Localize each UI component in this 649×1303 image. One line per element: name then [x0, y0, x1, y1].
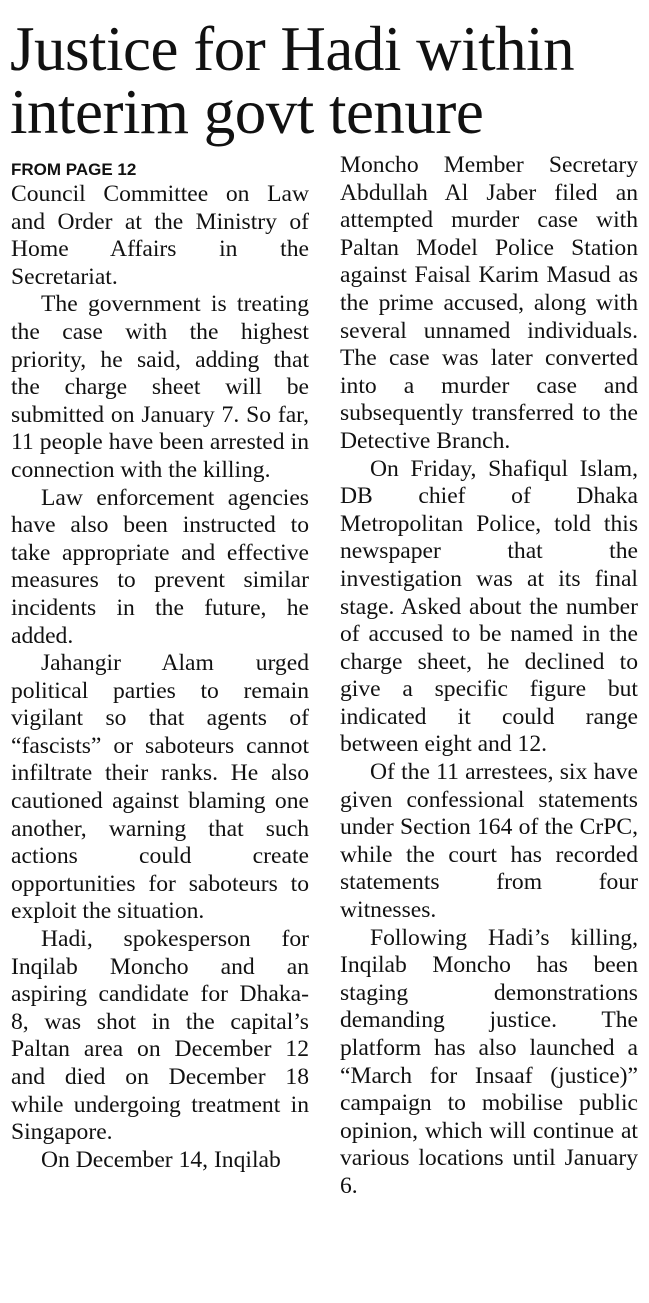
paragraph: Law enforcement agencies have also been instructed to take appropriate and effective measures to prevent similar incidents in the future, he added.: [11, 484, 309, 649]
right-column: [340, 136, 638, 1201]
paragraph: Hadi, spokesperson for Inqilab Moncho and an aspiring candidate for Dhaka-8, was shot in the capital’s Paltan area on December 12 and died on December 18 while undergoing treatment in Singapore.: [11, 926, 309, 1146]
paragraph: Following Hadi’s killing, Inqilab Moncho has been staging demonstrations demanding justice. The platform has also launched a “March for Insaaf (justice)” campaign to mobilise public opinion, which will continue at various locations until January 6.: [340, 924, 638, 1199]
article-body: [0, 136, 649, 1201]
paragraph: On Friday, Shafiqul Islam, DB chief of Dhaka Metropolitan Police, told this newspaper that the investigation was at its final stage. Asked about the number of accused to be named in the charge sheet, he declined to give a specific figure but indicated it could range between eight and 12.: [340, 455, 638, 758]
paragraph: Jahangir Alam urged political parties to remain vigilant so that agents of “fascists” or saboteurs cannot infiltrate their ranks. He also cautioned against blaming one another, warning that such actions could create opportunities for saboteurs to exploit the situation.: [11, 650, 309, 925]
paragraph: The government is treating the case with the highest priority, he said, adding that the charge sheet will be submitted on January 7. So far, 11 people have been arrested in connection with the killing.: [11, 291, 309, 483]
paragraph: Moncho Member Secretary Abdullah Al Jaber filed an attempted murder case with Paltan Model Police Station against Faisal Karim Masud as the prime accused, along with several unnamed individuals. The case was later converted into a murder case and subsequently transferred to the Detective Branch.: [340, 152, 638, 454]
paragraph: Of the 11 arrestees, six have given confessional statements under Section 164 of the CrPC, while the court has recorded statements from four witnesses.: [340, 759, 638, 924]
paragraph: On December 14, Inqilab: [41, 1146, 281, 1173]
headline: Justice for Hadi within interim govt tenure: [10, 14, 575, 147]
paragraph: Council Committee on Law and Order at the Ministry of Home Affairs in the Secretariat.: [11, 181, 309, 290]
from-page-kicker: FROM PAGE 12: [11, 160, 137, 179]
left-column: [11, 136, 309, 1201]
